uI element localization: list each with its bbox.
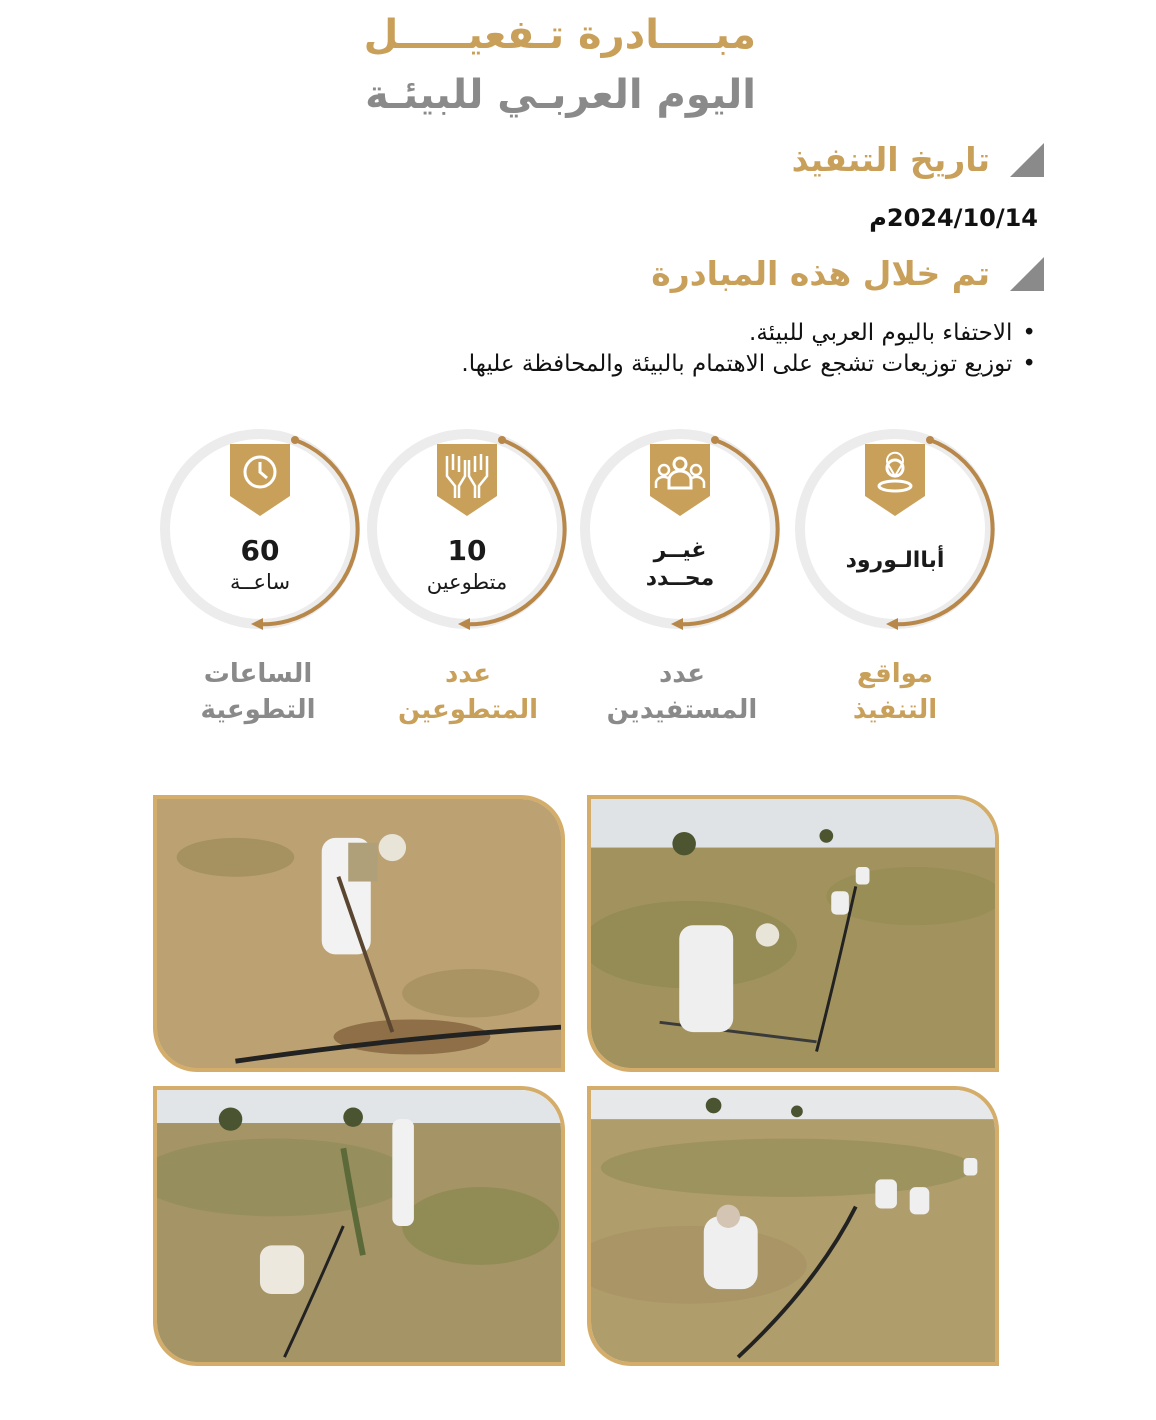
stat-ring-volunteers bbox=[362, 424, 572, 634]
triangle-marker-icon bbox=[1010, 257, 1044, 291]
clock-icon bbox=[226, 442, 294, 518]
section-heading-activities bbox=[651, 254, 1044, 293]
caption-line2: المتطوعين bbox=[397, 695, 539, 725]
caption-beneficiaries bbox=[572, 656, 792, 728]
activities-list bbox=[461, 318, 1036, 380]
caption-line1: مواقع bbox=[856, 659, 934, 689]
stat-value: 60 bbox=[240, 534, 280, 567]
caption-line2: التطوعية bbox=[200, 695, 316, 725]
photo-volunteer-digging bbox=[153, 795, 565, 1072]
caption-line2: التنفيذ bbox=[852, 695, 938, 725]
triangle-marker-icon bbox=[1010, 143, 1044, 177]
execution-date: 2024/10/14م bbox=[869, 204, 1038, 232]
photo-planting-tree bbox=[153, 1086, 565, 1366]
stat-value-line1: غيــر bbox=[653, 538, 707, 563]
caption-line2: المستفيدين bbox=[606, 695, 758, 725]
location-pin-icon bbox=[861, 442, 929, 518]
stat-ring-locations bbox=[790, 424, 1000, 634]
stat-value-line2: محــدد bbox=[645, 566, 715, 591]
stat-ring-beneficiaries bbox=[575, 424, 785, 634]
section-heading-date bbox=[792, 140, 1044, 179]
people-group-icon bbox=[646, 442, 714, 518]
stat-value: 10 bbox=[447, 534, 487, 567]
caption-line1: عدد bbox=[658, 659, 706, 689]
stat-ring-hours bbox=[155, 424, 365, 634]
photo-field-volunteers bbox=[587, 795, 999, 1072]
stat-unit: متطوعين bbox=[426, 570, 508, 594]
initiative-title: مبــــادرة تـفعيـــــل bbox=[363, 12, 756, 58]
section-heading-label: تم خلال هذه المبادرة bbox=[651, 254, 990, 293]
list-item: • الاحتفاء باليوم العربي للبيئة. bbox=[461, 318, 1036, 349]
section-heading-label: تاريخ التنفيذ bbox=[791, 140, 990, 179]
caption-line1: الساعات bbox=[203, 659, 313, 689]
caption-locations bbox=[785, 656, 1005, 728]
raised-hands-icon bbox=[433, 442, 501, 518]
caption-line1: عدد bbox=[444, 659, 492, 689]
photo-planting-row bbox=[587, 1086, 999, 1366]
stat-unit: ساعــة bbox=[229, 570, 291, 594]
caption-volunteers bbox=[358, 656, 578, 728]
initiative-subtitle: اليوم العربـي للبيئـة bbox=[365, 72, 756, 118]
list-item: • توزيع توزيعات تشجع على الاهتمام بالبيئة والمحافظة عليها. bbox=[461, 349, 1036, 380]
caption-hours bbox=[148, 656, 368, 728]
stat-value: أباالـورود bbox=[845, 548, 945, 573]
